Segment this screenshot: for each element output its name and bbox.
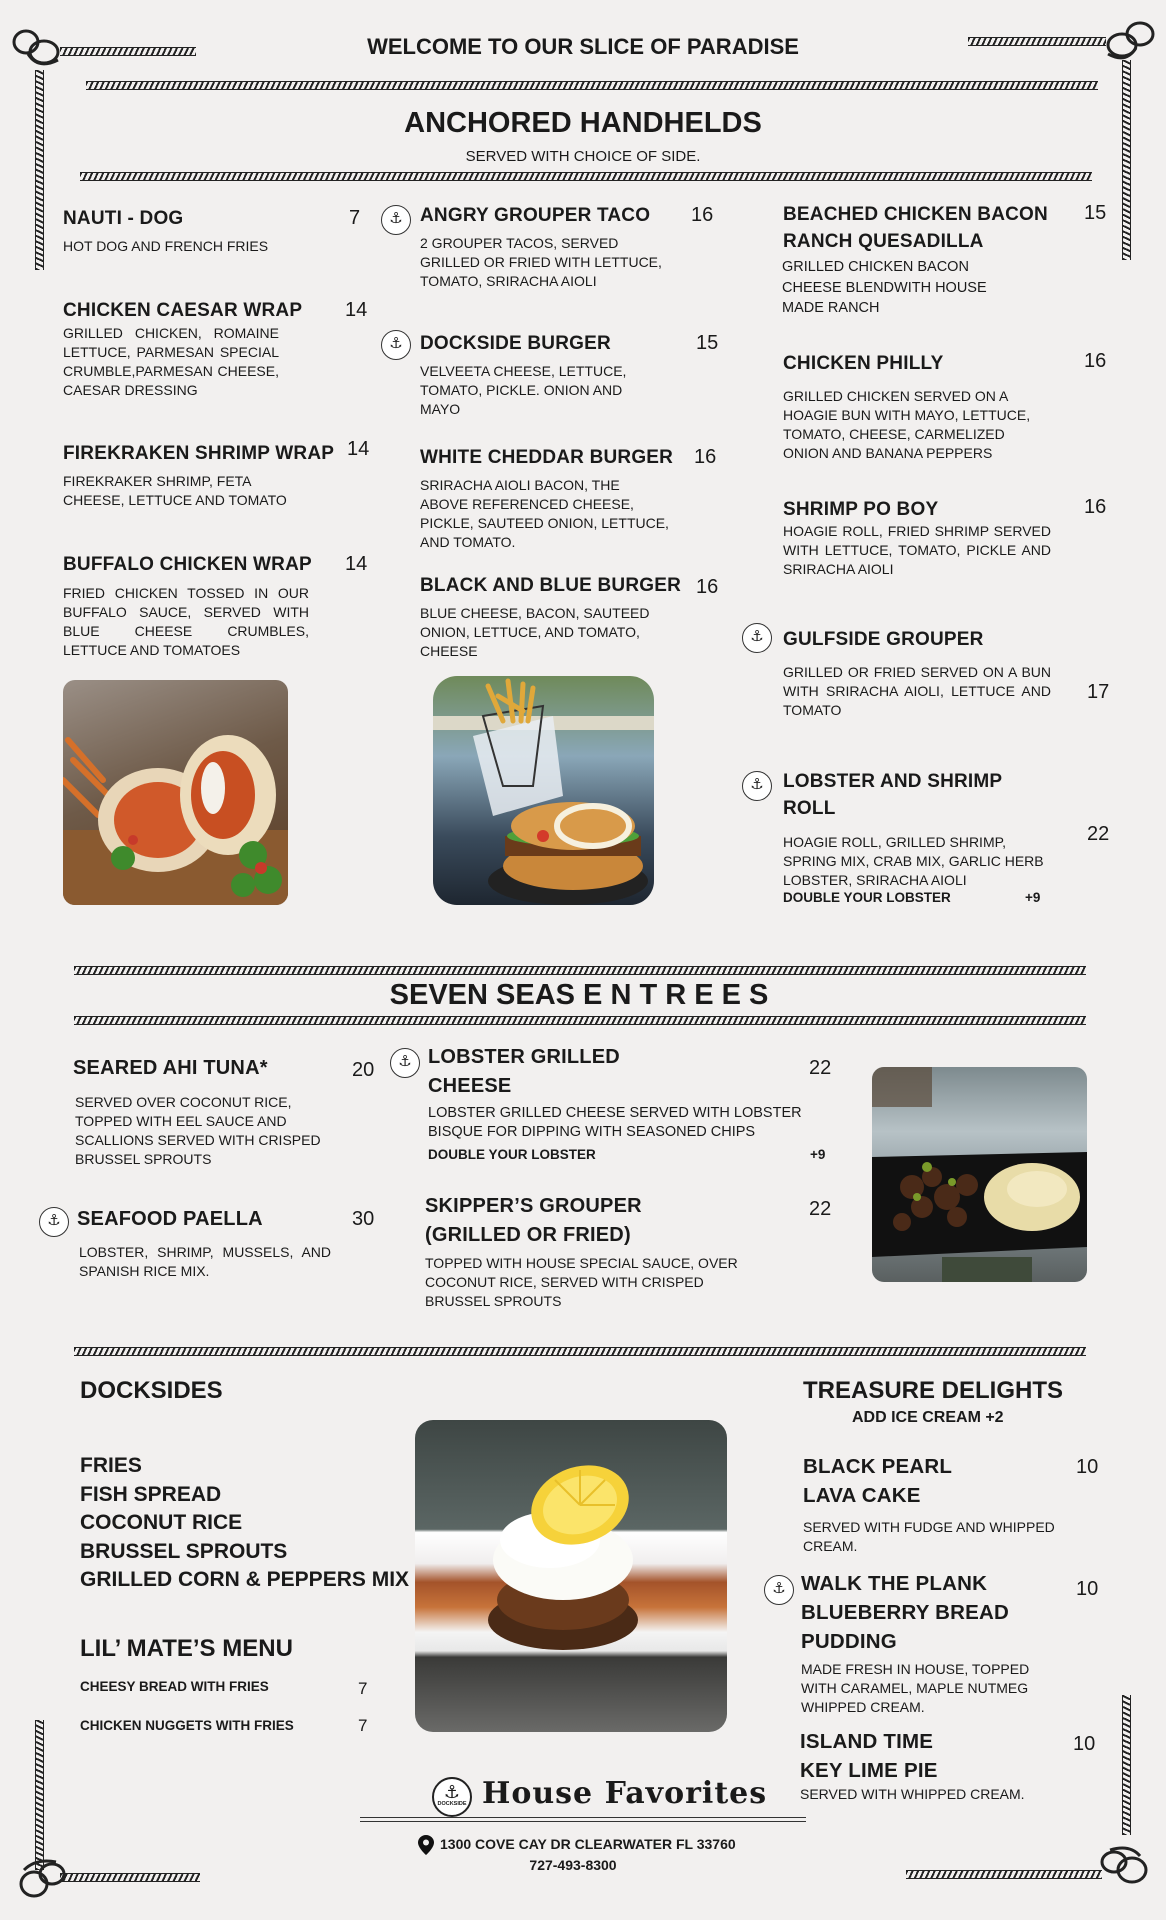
anchor-badge-icon (381, 205, 411, 235)
item-name: CHICKEN CAESAR WRAP (63, 300, 303, 321)
item-name: WALK THE PLANK BLUEBERRY BREAD PUDDING (801, 1572, 1010, 1653)
kids-item-price: 7 (358, 1679, 368, 1698)
addon-price: +9 (1025, 890, 1041, 905)
kids-item-price: 7 (358, 1716, 368, 1735)
docksides-list (80, 1452, 409, 1595)
map-pin-icon (418, 1835, 434, 1855)
item-name: ANGRY GROUPER TACO (420, 205, 651, 226)
item-name: CHICKEN PHILLY (783, 353, 944, 374)
item-description: HOT DOG AND FRENCH FRIES (63, 238, 269, 254)
item-name: BUFFALO CHICKEN WRAP (63, 554, 312, 575)
badge-text: DOCKSIDE (437, 1801, 467, 1807)
desserts-subtitle: ADD ICE CREAM +2 (852, 1409, 1004, 1426)
side-item: COCONUT RICE (80, 1511, 243, 1534)
item-price: 15 (696, 332, 719, 354)
item-price: 22 (809, 1057, 832, 1079)
item-description: FRIED CHICKEN TOSSED IN OUR BUFFALO SAUCE, SERVED WITH BLUE CHEESE CRUMBLES, LETTUCE AND TOMATOES (63, 585, 309, 658)
photo-dessert (415, 1420, 727, 1732)
welcome-heading: WELCOME TO OUR SLICE OF PARADISE (367, 34, 799, 59)
divider-rope (74, 1347, 1086, 1356)
item-description: HOAGIE ROLL, GRILLED SHRIMP, SPRING MIX, CRAB MIX, GARLIC HERB LOBSTER, SRIRACHA AIOLI (783, 834, 1044, 888)
section-title-entrees: SEVEN SEAS E N T R E E S (389, 979, 769, 1011)
item-price: 22 (809, 1198, 832, 1220)
item-price: 14 (345, 299, 368, 321)
item-price: 17 (1087, 681, 1110, 703)
address-text: 1300 COVE CAY DR CLEARWATER FL 33760 (440, 1836, 736, 1852)
item-description: FIREKRAKER SHRIMP, FETA CHEESE, LETTUCE AND TOMATO (63, 473, 287, 508)
item-name: BEACHED CHICKEN BACON RANCH QUESADILLA (783, 204, 1048, 252)
item-description: VELVEETA CHEESE, LETTUCE, TOMATO, PICKLE. ONION AND MAYO (420, 363, 627, 417)
item-name: DOCKSIDE BURGER (420, 333, 611, 354)
item-description: GRILLED CHICKEN, ROMAINE LETTUCE, PARMESAN SPECIAL CRUMBLE,PARMESAN CHEESE, CAESAR DRESSING (63, 325, 279, 398)
anchor-badge-icon (381, 330, 411, 360)
item-price: 10 (1076, 1456, 1099, 1478)
item-description: HOAGIE ROLL, FRIED SHRIMP SERVED WITH LETTUCE, TOMATO, PICKLE AND SRIRACHA AIOLI (783, 523, 1051, 577)
item-description: SERVED WITH FUDGE AND WHIPPED CREAM. (803, 1519, 1055, 1554)
anchor-badge-icon (390, 1048, 420, 1078)
item-name: BLACK AND BLUE BURGER (420, 575, 682, 596)
item-price: 16 (691, 204, 714, 226)
item-description: LOBSTER, SHRIMP, MUSSELS, AND SPANISH RICE MIX. (79, 1244, 331, 1279)
section-title-handhelds: ANCHORED HANDHELDS (404, 107, 762, 139)
item-description: GRILLED CHICKEN BACON CHEESE BLENDWITH HOUSE MADE RANCH (782, 259, 987, 316)
item-name: NAUTI - DOG (63, 208, 184, 229)
anchor-badge-icon (742, 623, 772, 653)
item-description: SRIRACHA AIOLI BACON, THE ABOVE REFERENCED CHEESE, PICKLE, SAUTEED ONION, LETTUCE, AND TOMATO. (420, 477, 669, 550)
item-description: MADE FRESH IN HOUSE, TOPPED WITH CARAMEL, MAPLE NUTMEG WHIPPED CREAM. (801, 1661, 1030, 1715)
divider-rope (80, 172, 1092, 181)
house-favorites-text: House Favorites (482, 1776, 768, 1811)
divider-rope (74, 1016, 1086, 1025)
footer-rule (360, 1817, 806, 1822)
addon-label: DOUBLE YOUR LOBSTER (783, 890, 951, 905)
item-name: BLACK PEARL LAVA CAKE (803, 1455, 952, 1507)
item-price: 10 (1073, 1733, 1096, 1755)
section-title-docksides: DOCKSIDES (80, 1377, 223, 1404)
item-description: SERVED WITH WHIPPED CREAM. (800, 1786, 1025, 1802)
section-subtitle-handhelds: SERVED WITH CHOICE OF SIDE. (465, 148, 701, 165)
rope-left-bottom (35, 1720, 44, 1870)
side-item: GRILLED CORN & PEPPERS MIX (80, 1568, 410, 1591)
item-price: 14 (347, 438, 370, 460)
item-description: LOBSTER GRILLED CHEESE SERVED WITH LOBSTER BISQUE FOR DIPPING WITH SEASONED CHIPS (428, 1105, 802, 1140)
item-description: GRILLED OR FRIED SERVED ON A BUN WITH SRIRACHA AIOLI, LETTUCE AND TOMATO (783, 664, 1051, 718)
photo-entree-plate (872, 1067, 1087, 1282)
item-price: 14 (345, 553, 368, 575)
anchor-badge-icon (39, 1207, 69, 1237)
item-price: 22 (1087, 823, 1110, 845)
anchor-badge-icon (764, 1575, 794, 1605)
item-description: SERVED OVER COCONUT RICE, TOPPED WITH EEL SAUCE AND SCALLIONS SERVED WITH CRISPED BRUSSEL SPROUTS (75, 1094, 321, 1167)
item-name: LOBSTER GRILLED CHEESE (428, 1046, 620, 1097)
item-price: 7 (349, 207, 361, 229)
item-description: GRILLED CHICKEN SERVED ON A HOAGIE BUN WITH MAYO, LETTUCE, TOMATO, CHEESE, CARMELIZED ONION AND BANANA PEPPERS (783, 388, 1031, 461)
dockside-logo-badge (432, 1777, 472, 1817)
item-price: 30 (352, 1208, 375, 1230)
item-description: TOPPED WITH HOUSE SPECIAL SAUCE, OVER COCONUT RICE, SERVED WITH CRISPED BRUSSEL SPROUTS (425, 1255, 738, 1309)
side-item: FISH SPREAD (80, 1482, 222, 1506)
item-name: SEAFOOD PAELLA (77, 1208, 263, 1230)
phone-text: 727-493-8300 (529, 1857, 617, 1873)
item-name: LOBSTER AND SHRIMP ROLL (783, 771, 1002, 819)
item-name: SEARED AHI TUNA* (73, 1057, 268, 1079)
photo-buffalo-wrap (63, 680, 288, 905)
rope-right-bottom (1122, 1695, 1131, 1835)
side-item: FRIES (80, 1454, 142, 1477)
item-price: 15 (1084, 202, 1107, 224)
addon-label: DOUBLE YOUR LOBSTER (428, 1147, 596, 1162)
item-price: 16 (1084, 496, 1107, 518)
rope-bottom-left (60, 1873, 200, 1882)
photo-burger (433, 676, 654, 905)
rope-left-top (35, 70, 44, 270)
item-name: GULFSIDE GROUPER (783, 629, 984, 650)
item-price: 16 (696, 576, 719, 598)
section-title-desserts: TREASURE DELIGHTS (803, 1377, 1064, 1404)
section-title-kids: LIL’ MATE’S MENU (80, 1635, 293, 1662)
kids-item-name: CHICKEN NUGGETS WITH FRIES (80, 1718, 294, 1733)
item-name: SKIPPER’S GROUPER (GRILLED OR FRIED) (425, 1195, 642, 1246)
item-description: BLUE CHEESE, BACON, SAUTEED ONION, LETTUCE, AND TOMATO, CHEESE (420, 605, 650, 659)
kids-item-name: CHEESY BREAD WITH FRIES (80, 1679, 269, 1694)
item-price: 16 (1084, 350, 1107, 372)
item-name: ISLAND TIME KEY LIME PIE (800, 1730, 938, 1782)
item-name: FIREKRAKEN SHRIMP WRAP (63, 443, 335, 464)
addon-price: +9 (810, 1147, 826, 1162)
item-name: SHRIMP PO BOY (783, 499, 939, 520)
anchor-badge-icon (742, 771, 772, 801)
item-description: 2 GROUPER TACOS, SERVED GRILLED OR FRIED WITH LETTUCE, TOMATO, SRIRACHA AIOLI (420, 235, 662, 289)
anchor-icon: ⚓ (443, 1782, 461, 1802)
divider-rope (86, 81, 1098, 90)
item-price: 20 (352, 1059, 375, 1081)
item-price: 10 (1076, 1578, 1099, 1600)
item-price: 16 (694, 446, 717, 468)
item-name: WHITE CHEDDAR BURGER (420, 447, 674, 468)
divider-rope (74, 966, 1086, 975)
side-item: BRUSSEL SPROUTS (80, 1539, 288, 1563)
